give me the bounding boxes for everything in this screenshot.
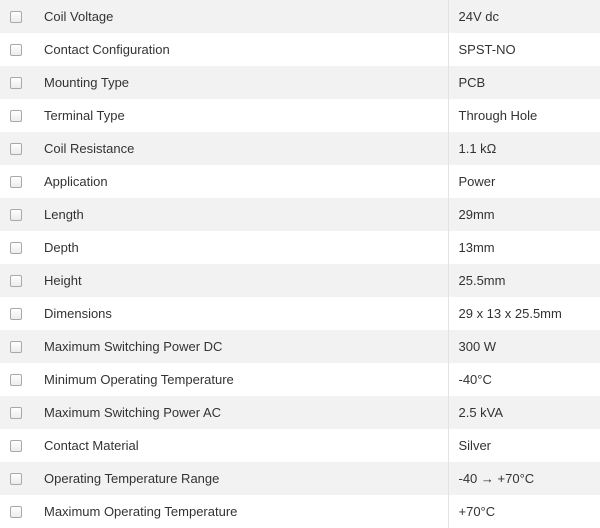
spec-attribute-label: Coil Resistance xyxy=(44,141,135,156)
spec-attribute-cell xyxy=(34,330,448,363)
spec-row-checkbox[interactable] xyxy=(10,242,22,254)
spec-value-cell xyxy=(448,99,600,132)
spec-row-checkbox[interactable] xyxy=(10,473,22,485)
spec-value: 25.5mm xyxy=(458,273,506,288)
spec-row xyxy=(0,231,600,264)
spec-value: Power xyxy=(458,174,496,189)
spec-attribute-label: Coil Voltage xyxy=(44,9,114,24)
spec-row-checkbox-cell xyxy=(0,0,34,33)
spec-attribute-label: Terminal Type xyxy=(44,108,125,123)
spec-attribute-label: Length xyxy=(44,207,84,222)
spec-row-checkbox[interactable] xyxy=(10,506,22,518)
spec-attribute-cell xyxy=(34,297,448,330)
spec-value: 300 W xyxy=(458,339,497,354)
spec-attribute-cell xyxy=(34,363,448,396)
spec-row xyxy=(0,396,600,429)
spec-attribute-cell xyxy=(34,33,448,66)
spec-value: 1.1 kΩ xyxy=(458,141,497,156)
spec-row-checkbox-cell xyxy=(0,99,34,132)
spec-attribute-cell xyxy=(34,99,448,132)
spec-attribute-cell xyxy=(34,198,448,231)
spec-row-checkbox[interactable] xyxy=(10,308,22,320)
spec-row xyxy=(0,264,600,297)
spec-value-cell xyxy=(448,198,600,231)
spec-value-cell xyxy=(448,33,600,66)
spec-row xyxy=(0,495,600,528)
spec-attribute-label: Contact Material xyxy=(44,438,139,453)
spec-attribute-label: Operating Temperature Range xyxy=(44,471,220,486)
spec-row-checkbox[interactable] xyxy=(10,143,22,155)
spec-attribute-cell xyxy=(34,264,448,297)
spec-attribute-label: Maximum Switching Power DC xyxy=(44,339,223,354)
spec-row xyxy=(0,66,600,99)
spec-row-checkbox[interactable] xyxy=(10,440,22,452)
spec-row-checkbox-cell xyxy=(0,495,34,528)
spec-attribute-label: Height xyxy=(44,273,82,288)
spec-row-checkbox-cell xyxy=(0,198,34,231)
spec-row-checkbox[interactable] xyxy=(10,407,22,419)
spec-value: 29 x 13 x 25.5mm xyxy=(458,306,562,321)
spec-row-checkbox-cell xyxy=(0,429,34,462)
spec-row xyxy=(0,165,600,198)
spec-attribute-label: Minimum Operating Temperature xyxy=(44,372,234,387)
spec-value: 24V dc xyxy=(458,9,499,24)
spec-row xyxy=(0,132,600,165)
spec-row-checkbox-cell xyxy=(0,33,34,66)
spec-attribute-label: Mounting Type xyxy=(44,75,130,90)
spec-attribute-cell xyxy=(34,429,448,462)
spec-value-cell xyxy=(448,0,600,33)
spec-row xyxy=(0,33,600,66)
spec-value-cell xyxy=(448,264,600,297)
spec-attribute-label: Maximum Switching Power AC xyxy=(44,405,221,420)
spec-row-checkbox-cell xyxy=(0,165,34,198)
spec-row-checkbox-cell xyxy=(0,462,34,495)
spec-row-checkbox-cell xyxy=(0,396,34,429)
spec-attribute-label: Maximum Operating Temperature xyxy=(44,504,238,519)
spec-value: -40 → +70°C xyxy=(458,471,535,486)
spec-value-cell xyxy=(448,231,600,264)
spec-row xyxy=(0,297,600,330)
spec-value-cell xyxy=(448,66,600,99)
spec-value: Through Hole xyxy=(458,108,538,123)
spec-value: 2.5 kVA xyxy=(458,405,504,420)
spec-value: Silver xyxy=(458,438,492,453)
spec-attribute-cell xyxy=(34,231,448,264)
spec-row-checkbox[interactable] xyxy=(10,44,22,56)
spec-row-checkbox[interactable] xyxy=(10,77,22,89)
spec-row xyxy=(0,99,600,132)
spec-row-checkbox-cell xyxy=(0,66,34,99)
spec-value: -40°C xyxy=(458,372,492,387)
spec-row-checkbox-cell xyxy=(0,330,34,363)
spec-row xyxy=(0,462,600,495)
spec-attribute-cell xyxy=(34,396,448,429)
spec-row-checkbox[interactable] xyxy=(10,341,22,353)
spec-value-cell xyxy=(448,132,600,165)
spec-row-checkbox[interactable] xyxy=(10,275,22,287)
spec-value-cell xyxy=(448,363,600,396)
spec-value: 29mm xyxy=(458,207,495,222)
spec-attribute-cell xyxy=(34,0,448,33)
spec-row xyxy=(0,0,600,33)
spec-attribute-label: Dimensions xyxy=(44,306,112,321)
spec-value-cell xyxy=(448,462,600,495)
spec-value: SPST-NO xyxy=(458,42,516,57)
spec-value-cell xyxy=(448,297,600,330)
spec-value-cell xyxy=(448,429,600,462)
spec-attribute-cell xyxy=(34,462,448,495)
spec-attribute-cell xyxy=(34,495,448,528)
spec-row-checkbox[interactable] xyxy=(10,11,22,23)
spec-row-checkbox[interactable] xyxy=(10,209,22,221)
spec-row-checkbox-cell xyxy=(0,363,34,396)
spec-attribute-cell xyxy=(34,66,448,99)
spec-attribute-label: Depth xyxy=(44,240,79,255)
spec-value: PCB xyxy=(458,75,486,90)
spec-row xyxy=(0,429,600,462)
spec-row xyxy=(0,198,600,231)
spec-row xyxy=(0,363,600,396)
spec-attribute-cell xyxy=(34,132,448,165)
spec-value-cell xyxy=(448,330,600,363)
spec-row-checkbox-cell xyxy=(0,231,34,264)
spec-row-checkbox[interactable] xyxy=(10,374,22,386)
spec-row-checkbox-cell xyxy=(0,132,34,165)
spec-value: +70°C xyxy=(458,504,496,519)
spec-value-cell xyxy=(448,396,600,429)
spec-row-checkbox-cell xyxy=(0,264,34,297)
spec-value-cell xyxy=(448,165,600,198)
spec-row xyxy=(0,330,600,363)
spec-row-checkbox[interactable] xyxy=(10,176,22,188)
spec-value: 13mm xyxy=(458,240,495,255)
spec-attribute-label: Application xyxy=(44,174,108,189)
spec-value-cell xyxy=(448,495,600,528)
spec-row-checkbox-cell xyxy=(0,297,34,330)
spec-attribute-label: Contact Configuration xyxy=(44,42,170,57)
spec-attribute-cell xyxy=(34,165,448,198)
spec-row-checkbox[interactable] xyxy=(10,110,22,122)
